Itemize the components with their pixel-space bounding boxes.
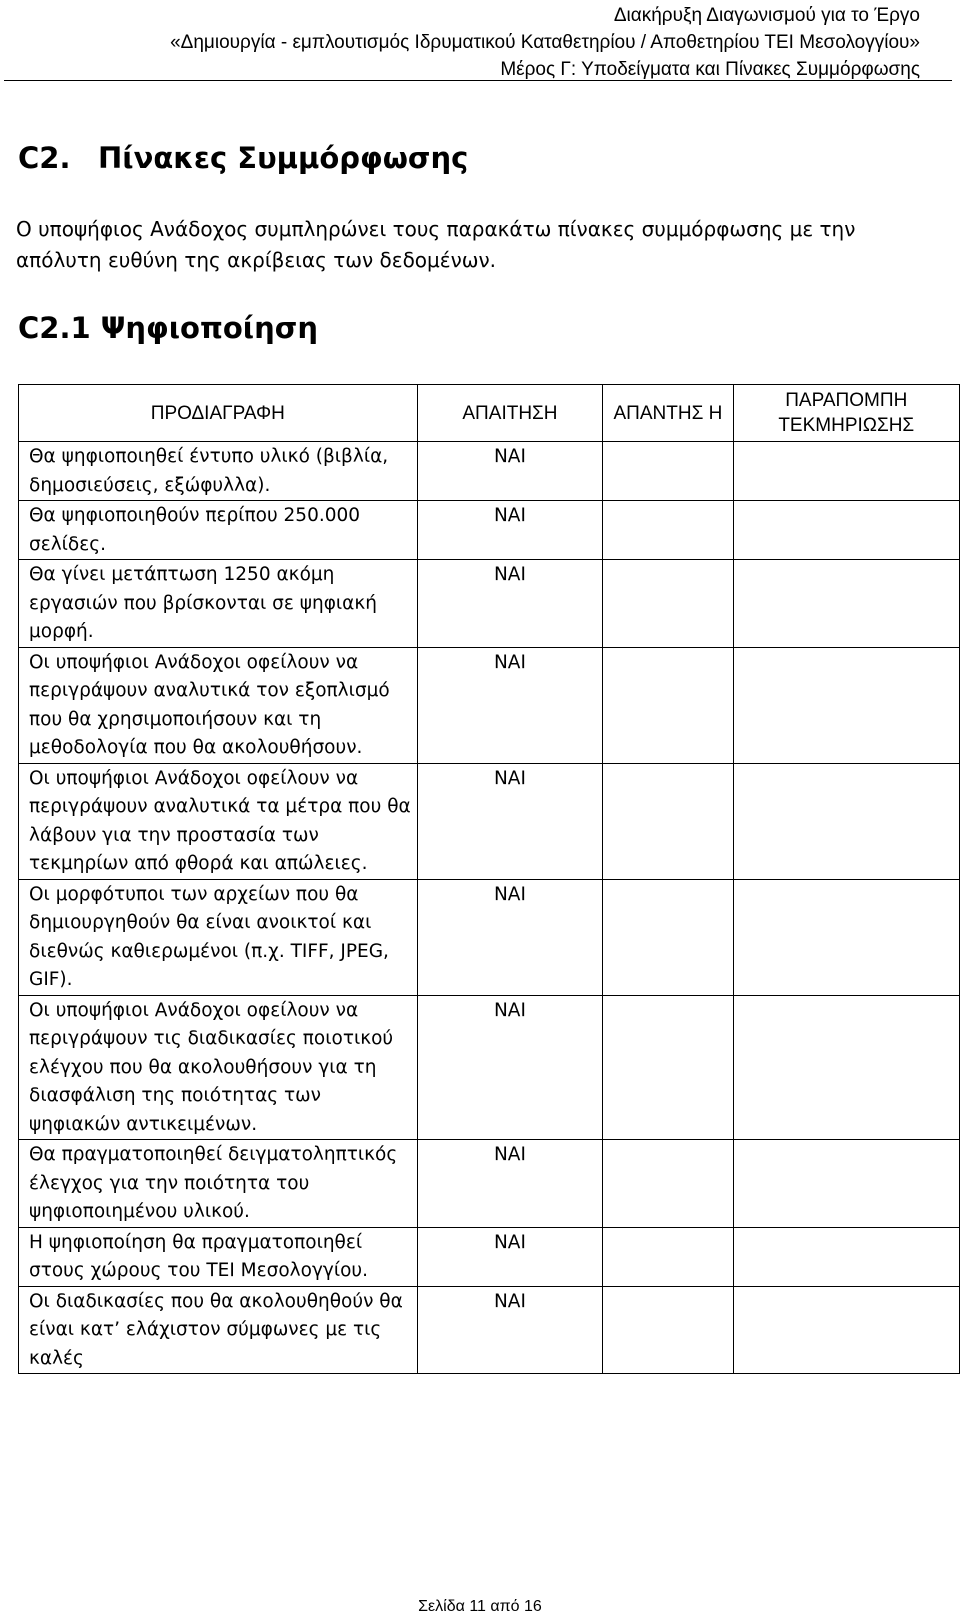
header-spec: ΠΡΟΔΙΑΓΡΑΦΗ — [19, 385, 418, 442]
reference-cell[interactable] — [733, 879, 959, 995]
requirement-cell: ΝΑΙ — [417, 995, 603, 1140]
requirement-cell: ΝΑΙ — [417, 647, 603, 763]
reference-cell[interactable] — [733, 442, 959, 501]
table-row — [19, 1227, 960, 1286]
spec-cell: Θα πραγματοποιηθεί δειγματοληπτικός έλεγχος για την ποιότητα του ψηφιοποιημένου υλικού. — [19, 1140, 418, 1228]
spec-cell: Θα ψηφιοποιηθούν περίπου 250.000 σελίδες. — [19, 501, 418, 560]
answer-cell[interactable] — [603, 560, 733, 648]
requirement-cell: ΝΑΙ — [417, 879, 603, 995]
section-intro: Ο υποψήφιος Ανάδοχος συμπληρώνει τους παρακάτω πίνακες συμμόρφωσης με την απόλυτη ευθύνη της ακρίβειας των δεδομένων. — [16, 217, 856, 272]
answer-cell[interactable] — [603, 1227, 733, 1286]
spec-cell: Θα ψηφιοποιηθεί έντυπο υλικό (βιβλία, δημοσιεύσεις, εξώφυλλα). — [19, 442, 418, 501]
spec-cell: Η ψηφιοποίηση θα πραγματοποιηθεί στους χώρους του ΤΕΙ Μεσολογγίου. — [19, 1227, 418, 1286]
header-answer: ΑΠΑΝΤΗΣ Η — [603, 385, 733, 442]
reference-cell[interactable] — [733, 647, 959, 763]
requirement-cell: ΝΑΙ — [417, 1227, 603, 1286]
header-line-3: Μέρος Γ: Υποδείγματα και Πίνακες Συμμόρφωσης — [500, 59, 920, 80]
answer-cell[interactable] — [603, 763, 733, 879]
table-row — [19, 501, 960, 560]
reference-cell[interactable] — [733, 1227, 959, 1286]
header-divider — [4, 80, 952, 81]
requirement-cell: ΝΑΙ — [417, 763, 603, 879]
table-row — [19, 560, 960, 648]
spec-cell: Οι μορφότυποι των αρχείων που θα δημιουργηθούν θα είναι ανοικτοί και διεθνώς καθιερωμένοι (π.χ. TIFF, JPEG, GIF). — [19, 879, 418, 995]
table-row — [19, 647, 960, 763]
spec-cell: Οι υποψήφιοι Ανάδοχοι οφείλουν να περιγράψουν αναλυτικά τον εξοπλισμό που θα χρησιμοποιήσουν και τη μεθοδολογία που θα ακολουθήσουν. — [19, 647, 418, 763]
header-reference: ΠΑΡΑΠΟΜΠΗ ΤΕΚΜΗΡΙΩΣΗΣ — [733, 385, 959, 442]
table-row — [19, 1140, 960, 1228]
section-heading — [18, 140, 468, 176]
header-line-1: Διακήρυξη Διαγωνισμού για το Έργο — [613, 5, 920, 26]
reference-cell[interactable] — [733, 763, 959, 879]
requirement-cell: ΝΑΙ — [417, 1286, 603, 1374]
reference-cell[interactable] — [733, 995, 959, 1140]
section-number: C2. — [18, 141, 71, 175]
compliance-table — [18, 384, 960, 1374]
requirement-cell: ΝΑΙ — [417, 442, 603, 501]
subsection-heading: C2.1 Ψηφιοποίηση — [18, 311, 318, 345]
page-number: Σελίδα 11 από 16 — [418, 1598, 542, 1615]
reference-cell[interactable] — [733, 560, 959, 648]
table-row — [19, 763, 960, 879]
section-title: Πίνακες Συμμόρφωσης — [98, 141, 469, 175]
spec-cell: Οι υποψήφιοι Ανάδοχοι οφείλουν να περιγράψουν τις διαδικασίες ποιοτικού ελέγχου που θα ακολουθήσουν για τη διασφάλιση της ποιότητας των ψηφιακών αντικειμένων. — [19, 995, 418, 1140]
requirement-cell: ΝΑΙ — [417, 501, 603, 560]
answer-cell[interactable] — [603, 501, 733, 560]
reference-cell[interactable] — [733, 1140, 959, 1228]
spec-cell: Οι διαδικασίες που θα ακολουθηθούν θα είναι κατ’ ελάχιστον σύμφωνες με τις καλές — [19, 1286, 418, 1374]
spec-cell: Θα γίνει μετάπτωση 1250 ακόμη εργασιών που βρίσκονται σε ψηφιακή μορφή. — [19, 560, 418, 648]
spec-cell: Οι υποψήφιοι Ανάδοχοι οφείλουν να περιγράψουν αναλυτικά τα μέτρα που θα λάβουν για την προστασία των τεκμηρίων από φθορά και απώλειες. — [19, 763, 418, 879]
answer-cell[interactable] — [603, 995, 733, 1140]
reference-cell[interactable] — [733, 1286, 959, 1374]
table-header-row — [19, 385, 960, 442]
requirement-cell: ΝΑΙ — [417, 1140, 603, 1228]
answer-cell[interactable] — [603, 1140, 733, 1228]
answer-cell[interactable] — [603, 647, 733, 763]
header-line-2: «Δημιουργία - εμπλουτισμός Ιδρυματικού Καταθετηρίου / Αποθετηρίου ΤΕΙ Μεσολογγίου» — [170, 32, 920, 53]
answer-cell[interactable] — [603, 442, 733, 501]
answer-cell[interactable] — [603, 879, 733, 995]
answer-cell[interactable] — [603, 1286, 733, 1374]
table-row — [19, 995, 960, 1140]
reference-cell[interactable] — [733, 501, 959, 560]
header-requirement: ΑΠΑΙΤΗΣΗ — [417, 385, 603, 442]
table-row — [19, 442, 960, 501]
table-row — [19, 879, 960, 995]
requirement-cell: ΝΑΙ — [417, 560, 603, 648]
table-row — [19, 1286, 960, 1374]
page-header — [20, 0, 920, 83]
